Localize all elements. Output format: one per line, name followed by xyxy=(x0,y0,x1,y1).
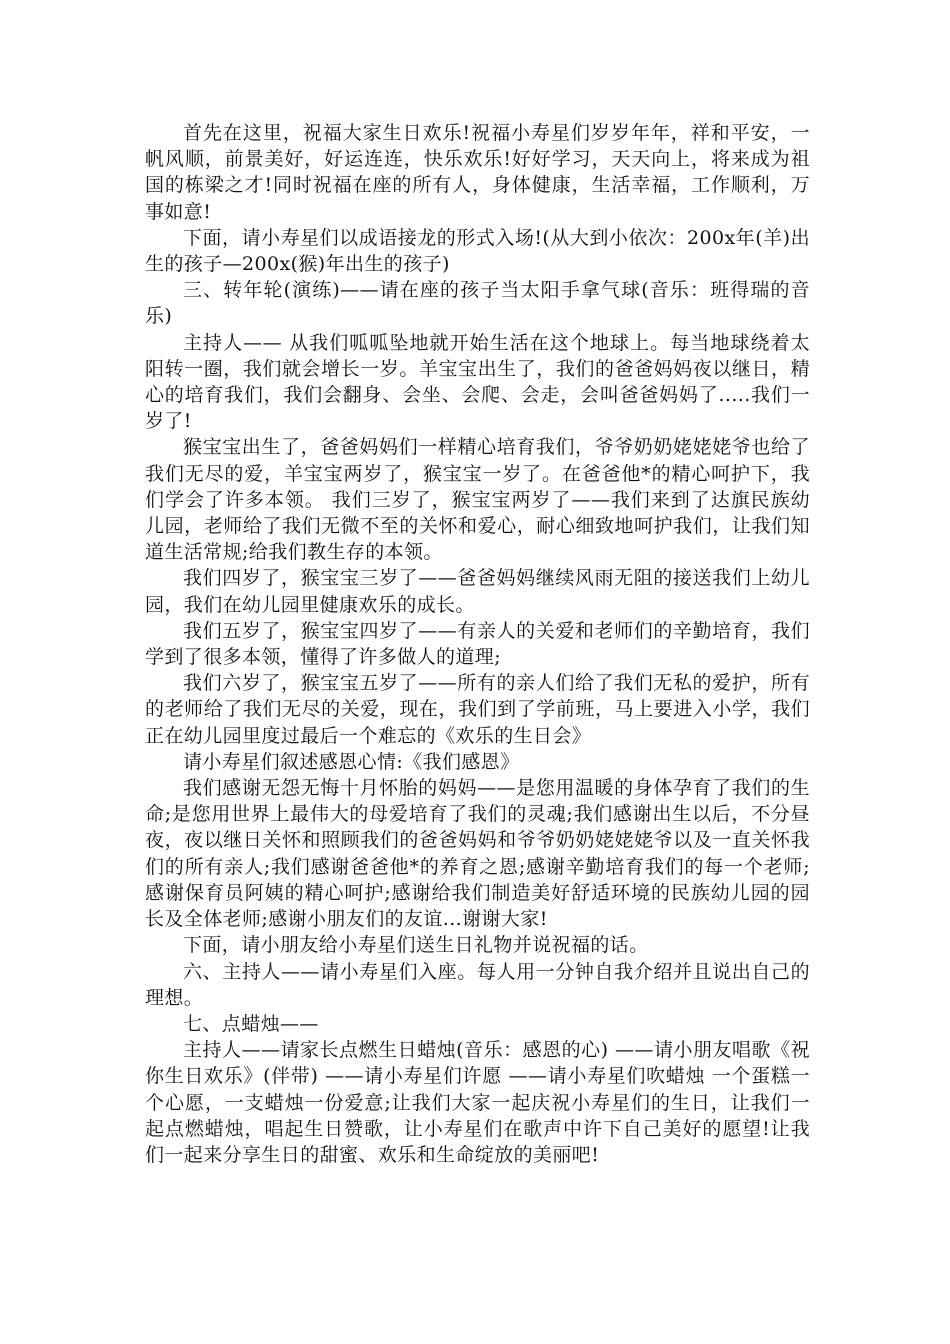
paragraph-section-three: 三、转年轮(演练)——请在座的孩子当太阳手拿气球(音乐：班得瑞的音乐) xyxy=(145,279,810,328)
paragraph-entrance: 下面，请小寿星们以成语接龙的形式入场!(从大到小依次：200x年(羊)出生的孩子—200x(猴)年出生的孩子) xyxy=(145,226,810,276)
paragraph-blessing: 首先在这里，祝福大家生日欢乐!祝福小寿星们岁岁年年，祥和平安，一帆风顺，前景美好，好运连连，快乐欢乐!好好学习，天天向上，将来成为祖国的栋梁之才!同时祝福在座的所有人，身体健康，生活幸福，工作顺利，万事如意! xyxy=(145,122,810,223)
paragraph-gratitude: 我们感谢无怨无悔十月怀胎的妈妈——是您用温暖的身体孕育了我们的生命;是您用世界上最伟大的母爱培育了我们的灵魂;我们感谢出生以后，不分昼夜，夜以继日关怀和照顾我们的爸爸妈妈和爷爷奶奶姥姥姥爷以及一直关怀我们的所有亲人;我们感谢爸爸他*的养育之恩;感谢辛勤培育我们的每一个老师;感谢保育员阿姨的精心呵护;感谢给我们制造美好舒适环境的民族幼儿园的园长及全体老师;感谢小朋友们的友谊...谢谢大家! xyxy=(145,777,810,931)
paragraph-age-six: 我们六岁了，猴宝宝五岁了——所有的亲人们给了我们无私的爱护，所有的老师给了我们无尽的关爱，现在，我们到了学前班，马上要进入小学，我们正在幼儿园里度过最后一个难忘的《欢乐的生日会》 xyxy=(145,672,810,747)
document-body xyxy=(145,120,810,1168)
paragraph-age-four: 我们四岁了，猴宝宝三岁了——爸爸妈妈继续风雨无阻的接送我们上幼儿园，我们在幼儿园里健康欢乐的成长。 xyxy=(145,567,810,616)
paragraph-monkey-baby: 猴宝宝出生了，爸爸妈妈们一样精心培育我们，爷爷奶奶姥姥姥爷也给了我们无尽的爱，羊宝宝两岁了，猴宝宝一岁了。在爸爸他*的精心呵护下，我们学会了许多本领。 我们三岁了，猴宝宝两岁了——我们来到了达旗民族幼儿园，老师给了我们无微不至的关怀和爱心，耐心细致地呵护我们，让我们知道生活常规;给我们教生存的本领。 xyxy=(145,436,810,564)
paragraph-host-intro: 主持人—— 从我们呱呱坠地就开始生活在这个地球上。每当地球绕着太阳转一圈，我们就会增长一岁。羊宝宝出生了，我们的爸爸妈妈夜以继日，精心的培育我们，我们会翻身、会坐、会爬、会走，会叫爸爸妈妈了.....我们一岁了! xyxy=(145,331,810,433)
paragraph-age-five: 我们五岁了，猴宝宝四岁了——有亲人的关爱和老师们的辛勤培育，我们学到了很多本领，懂得了许多做人的道理; xyxy=(145,619,810,669)
paragraph-gratitude-intro: 请小寿星们叙述感恩心情:《我们感恩》 xyxy=(183,750,520,773)
paragraph-section-six: 六、主持人——请小寿星们入座。每人用一分钟自我介绍并且说出自己的理想。 xyxy=(145,960,810,1009)
paragraph-section-seven: 七、点蜡烛—— xyxy=(183,1012,319,1035)
paragraph-gifts: 下面，请小朋友给小寿星们送生日礼物并说祝福的话。 xyxy=(183,934,649,957)
paragraph-candles: 主持人——请家长点燃生日蜡烛(音乐：感恩的心) ——请小朋友唱歌《祝你生日欢乐》(伴带) ——请小寿星们许愿 ——请小寿星们吹蜡烛 一个蛋糕一个心愿，一支蜡烛一份爱意;让我们大家一起庆祝小寿星们的生日，让我们一起点燃蜡烛，唱起生日赞歌，让小寿星们在歌声中许下自己美好的愿望!让我们一起来分享生日的甜蜜、欢乐和生命绽放的美丽吧! xyxy=(145,1039,810,1166)
